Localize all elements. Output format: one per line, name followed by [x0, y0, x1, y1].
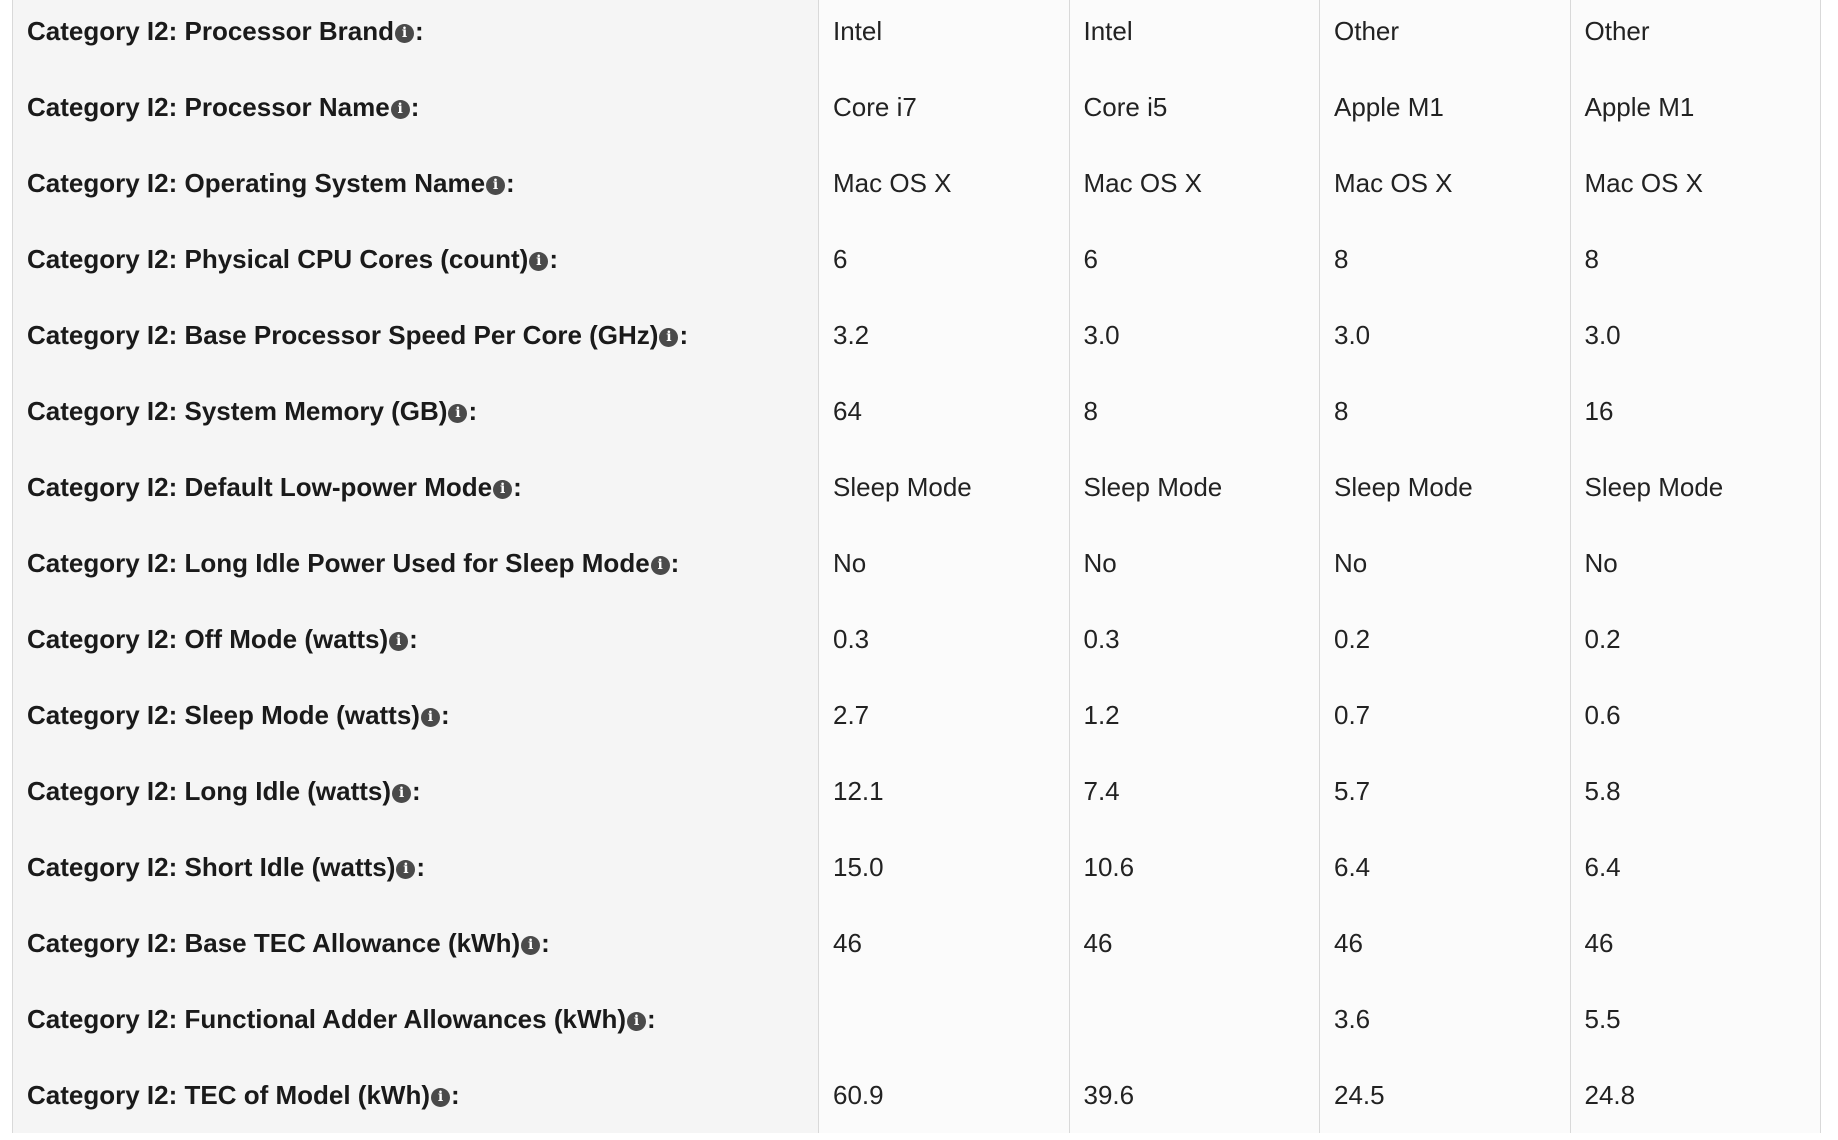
value-cell: 8	[1570, 221, 1821, 297]
value-cell: 0.3	[819, 601, 1070, 677]
row-label-cell	[13, 525, 819, 601]
info-icon[interactable]: i	[431, 1088, 450, 1107]
row-label-cell	[13, 677, 819, 753]
value-cell	[1069, 981, 1320, 1057]
value-cell: 3.0	[1320, 297, 1571, 373]
row-label-cell	[13, 0, 819, 69]
table-row	[13, 525, 1821, 601]
value-cell: 6	[1069, 221, 1320, 297]
row-label-cell	[13, 601, 819, 677]
label-colon: :	[410, 92, 420, 122]
row-label: Category I2: System Memory (GB)	[27, 396, 448, 426]
value-cell: Sleep Mode	[1069, 449, 1320, 525]
spec-table-body	[13, 0, 1821, 1133]
value-cell: 6	[819, 221, 1070, 297]
table-row	[13, 145, 1821, 221]
value-cell: Mac OS X	[1570, 145, 1821, 221]
row-label-cell	[13, 829, 819, 905]
table-row	[13, 449, 1821, 525]
row-label: Category I2: Base TEC Allowance (kWh)	[27, 928, 521, 958]
row-label: Category I2: Processor Brand	[27, 16, 395, 46]
table-row	[13, 601, 1821, 677]
value-cell: 1.2	[1069, 677, 1320, 753]
row-label: Category I2: Short Idle (watts)	[27, 852, 396, 882]
value-cell: Intel	[1069, 0, 1320, 69]
row-label: Category I2: Physical CPU Cores (count)	[27, 244, 529, 274]
value-cell: 46	[1320, 905, 1571, 981]
table-row	[13, 373, 1821, 449]
info-icon[interactable]: i	[521, 936, 540, 955]
info-icon[interactable]: i	[659, 328, 678, 347]
value-cell	[819, 981, 1070, 1057]
label-colon: :	[468, 396, 478, 426]
label-colon: :	[506, 168, 515, 198]
value-cell: No	[1069, 525, 1320, 601]
value-cell: 0.3	[1069, 601, 1320, 677]
value-cell: 64	[819, 373, 1070, 449]
label-colon: :	[409, 624, 418, 654]
value-cell: No	[1320, 525, 1571, 601]
table-row	[13, 0, 1821, 69]
table-row	[13, 981, 1821, 1057]
value-cell: Core i7	[819, 69, 1070, 145]
value-cell: 8	[1320, 373, 1571, 449]
value-cell: Sleep Mode	[1570, 449, 1821, 525]
label-colon: :	[440, 700, 450, 730]
value-cell: 24.8	[1570, 1057, 1821, 1133]
table-row	[13, 829, 1821, 905]
value-cell: Intel	[819, 0, 1070, 69]
value-cell: 12.1	[819, 753, 1070, 829]
label-colon: :	[647, 1004, 656, 1034]
value-cell: No	[1570, 525, 1821, 601]
row-label: Category I2: Processor Name	[27, 92, 390, 122]
value-cell: Other	[1570, 0, 1821, 69]
value-cell: 8	[1320, 221, 1571, 297]
info-icon[interactable]: i	[395, 24, 414, 43]
row-label: Category I2: Base Processor Speed Per Core (GHz)	[27, 320, 659, 350]
label-colon: :	[451, 1080, 460, 1110]
info-icon[interactable]: i	[493, 480, 512, 499]
value-cell: 16	[1570, 373, 1821, 449]
value-cell: 60.9	[819, 1057, 1070, 1133]
row-label-cell	[13, 373, 819, 449]
label-colon: :	[412, 776, 421, 806]
value-cell: 3.0	[1570, 297, 1821, 373]
info-icon[interactable]: i	[486, 176, 505, 195]
info-icon[interactable]: i	[448, 404, 467, 423]
value-cell: 6.4	[1320, 829, 1571, 905]
value-cell: 3.0	[1069, 297, 1320, 373]
spec-comparison-table	[12, 0, 1821, 1133]
table-row	[13, 297, 1821, 373]
value-cell: 46	[1069, 905, 1320, 981]
value-cell: 0.6	[1570, 677, 1821, 753]
info-icon[interactable]: i	[391, 100, 410, 119]
row-label-cell	[13, 145, 819, 221]
row-label: Category I2: Operating System Name	[27, 168, 486, 198]
row-label-cell	[13, 905, 819, 981]
info-icon[interactable]: i	[392, 784, 411, 803]
info-icon[interactable]: i	[627, 1012, 646, 1031]
value-cell: 5.8	[1570, 753, 1821, 829]
table-row	[13, 221, 1821, 297]
value-cell: 46	[1570, 905, 1821, 981]
value-cell: 5.5	[1570, 981, 1821, 1057]
label-colon: :	[513, 472, 522, 502]
value-cell: 15.0	[819, 829, 1070, 905]
table-row	[13, 69, 1821, 145]
row-label: Category I2: TEC of Model (kWh)	[27, 1080, 430, 1110]
value-cell: 10.6	[1069, 829, 1320, 905]
table-row	[13, 753, 1821, 829]
row-label: Category I2: Sleep Mode (watts)	[27, 700, 420, 730]
value-cell: 24.5	[1320, 1057, 1571, 1133]
label-colon: :	[670, 548, 680, 578]
info-icon[interactable]: i	[396, 860, 415, 879]
row-label: Category I2: Long Idle (watts)	[27, 776, 392, 806]
label-colon: :	[416, 852, 426, 882]
label-colon: :	[541, 928, 550, 958]
value-cell: 3.6	[1320, 981, 1571, 1057]
value-cell: Mac OS X	[819, 145, 1070, 221]
value-cell: 46	[819, 905, 1070, 981]
value-cell: Core i5	[1069, 69, 1320, 145]
label-colon: :	[679, 320, 689, 350]
value-cell: Sleep Mode	[819, 449, 1070, 525]
row-label-cell	[13, 221, 819, 297]
row-label-cell	[13, 753, 819, 829]
value-cell: 8	[1069, 373, 1320, 449]
value-cell: 2.7	[819, 677, 1070, 753]
table-row	[13, 905, 1821, 981]
row-label-cell	[13, 1057, 819, 1133]
value-cell: 0.2	[1320, 601, 1571, 677]
value-cell: 6.4	[1570, 829, 1821, 905]
value-cell: No	[819, 525, 1070, 601]
value-cell: 7.4	[1069, 753, 1320, 829]
row-label: Category I2: Default Low-power Mode	[27, 472, 493, 502]
row-label-cell	[13, 981, 819, 1057]
value-cell: 0.7	[1320, 677, 1571, 753]
value-cell: Mac OS X	[1320, 145, 1571, 221]
label-colon: :	[415, 16, 424, 46]
table-row	[13, 1057, 1821, 1133]
row-label-cell	[13, 297, 819, 373]
label-colon: :	[549, 244, 559, 274]
table-row	[13, 677, 1821, 753]
value-cell: Apple M1	[1320, 69, 1571, 145]
row-label: Category I2: Long Idle Power Used for Sleep Mode	[27, 548, 650, 578]
row-label: Category I2: Off Mode (watts)	[27, 624, 389, 654]
info-icon[interactable]: i	[421, 708, 440, 727]
row-label-cell	[13, 449, 819, 525]
info-icon[interactable]: i	[651, 556, 670, 575]
value-cell: 3.2	[819, 297, 1070, 373]
value-cell: Sleep Mode	[1320, 449, 1571, 525]
value-cell: 39.6	[1069, 1057, 1320, 1133]
value-cell: Apple M1	[1570, 69, 1821, 145]
value-cell: 5.7	[1320, 753, 1571, 829]
value-cell: 0.2	[1570, 601, 1821, 677]
row-label-cell	[13, 69, 819, 145]
info-icon[interactable]: i	[389, 632, 408, 651]
info-icon[interactable]: i	[529, 252, 548, 271]
value-cell: Mac OS X	[1069, 145, 1320, 221]
value-cell: Other	[1320, 0, 1571, 69]
row-label: Category I2: Functional Adder Allowances (kWh)	[27, 1004, 627, 1034]
